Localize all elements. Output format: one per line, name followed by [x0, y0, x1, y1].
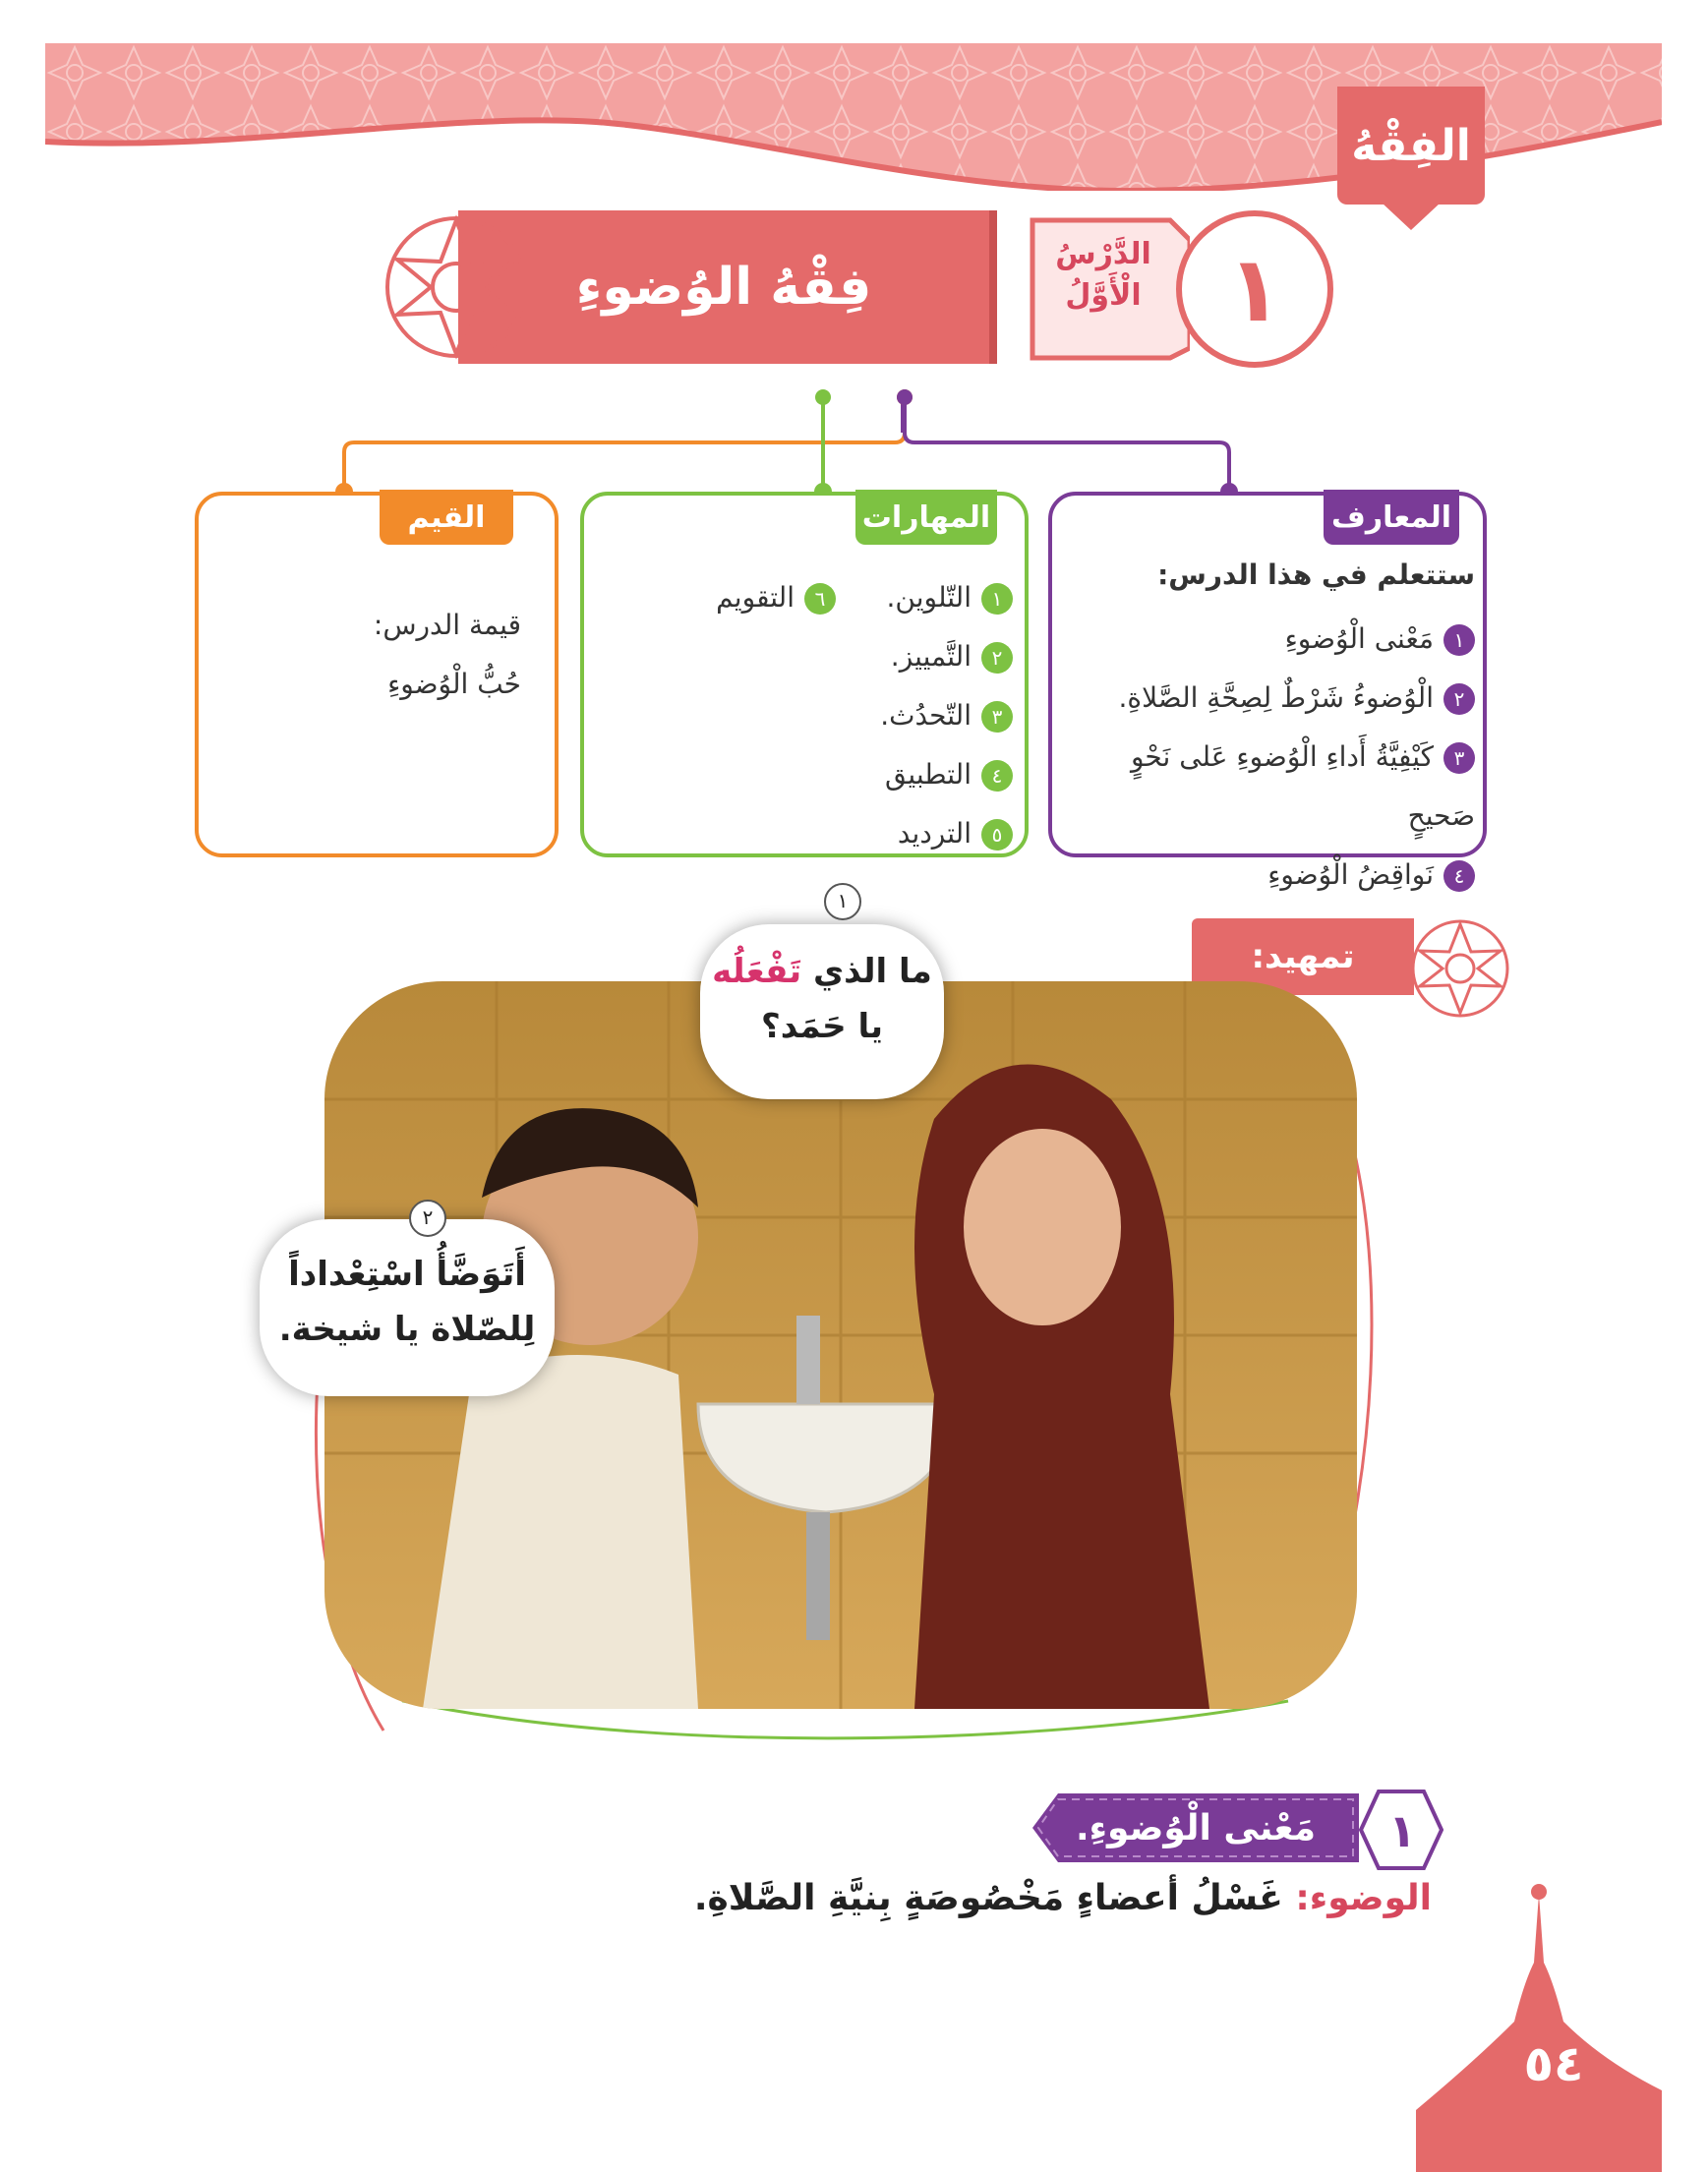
skills-extra: [649, 568, 836, 627]
item-number: ٣: [981, 701, 1013, 733]
values-line2: حُبُّ الْوُضوءِ: [387, 668, 521, 700]
skills-list: [855, 568, 1013, 863]
list-item: [855, 745, 1013, 804]
values-tag: القيم: [380, 490, 513, 545]
corner-dome-decoration: [1416, 1864, 1662, 2172]
intro-label: تمهيد:: [1192, 918, 1414, 995]
definition-text: غَسْلُ أعضاءٍ مَخْصُوصَةٍ بِنيَّةِ الصَّلاةِ.: [693, 1878, 1283, 1918]
lesson-number: ١: [1176, 210, 1333, 368]
values-text: [256, 596, 521, 714]
item-number: ٥: [981, 819, 1013, 851]
item-number: ٤: [981, 760, 1013, 792]
bubble2-line2: لِلصّلاة يا شيخة.: [278, 1310, 536, 1349]
item-number: ٢: [1443, 683, 1475, 715]
list-item: [1062, 669, 1475, 728]
definition: [688, 1878, 1432, 1918]
list-item: [1062, 728, 1475, 846]
rosette-icon: [378, 208, 535, 366]
bubble1-highlight: تَفْعَلُه: [712, 952, 802, 991]
subject-tab: الفِقْهُ: [1337, 87, 1485, 205]
item-number: ٤: [1443, 860, 1475, 892]
knowledge-list: [1062, 610, 1475, 905]
lesson-label-line1: الدَّرْسُ: [1055, 237, 1151, 271]
bubble2-line1: أَتَوَضَّأُ اسْتِعْداداً: [288, 1255, 526, 1294]
bubble1-line1-start: ما الذي: [801, 952, 932, 991]
values-line1: قيمة الدرس:: [373, 609, 521, 641]
bubble1-line2: يا حَمَد؟: [760, 1007, 884, 1046]
item-text: مَعْنى الْوُضوءِ: [1284, 622, 1434, 655]
item-text: التطبيق: [885, 758, 972, 791]
item-number: ٦: [804, 583, 836, 615]
item-number: ١: [1443, 624, 1475, 656]
rosette-icon: [1406, 914, 1514, 1023]
list-item: [1062, 846, 1475, 905]
knowledge-intro: ستتعلم في هذا الدرس:: [1157, 558, 1475, 591]
section-number: ١: [1387, 1804, 1417, 1857]
item-text: التّلوين.: [886, 581, 972, 614]
list-item: [1062, 610, 1475, 669]
skills-tag: المهارات: [855, 490, 997, 545]
item-text: التقويم: [716, 581, 795, 614]
list-item: [649, 568, 836, 627]
list-item: [855, 804, 1013, 863]
lesson-title: فِقْهُ الوُضوءِ: [458, 210, 997, 364]
lesson-label-line2: الْأَوَّلُ: [1065, 278, 1142, 313]
item-text: نَواقِضُ الْوُضوءِ: [1267, 858, 1434, 891]
section-title: مَعْنى الْوُضوءِ.: [1075, 1807, 1317, 1849]
bubble-number-1: ١: [824, 883, 861, 920]
item-text: كَيْفِيَّةُ أَداءِ الْوُضوءِ عَلى نَحْوٍ صَحيحٍ: [1130, 740, 1475, 832]
page-number: ٥٤: [1523, 2035, 1584, 2092]
item-text: الترديد: [897, 817, 972, 850]
definition-term: الوضوء:: [1282, 1878, 1432, 1918]
item-text: التَّمييز.: [890, 640, 972, 673]
speech-bubble-1: [700, 924, 944, 1099]
knowledge-tag: المعارف: [1324, 490, 1459, 545]
bubble-number-2: ٢: [409, 1200, 446, 1237]
lesson-label: [1034, 234, 1172, 317]
bubble1-line1: [700, 944, 944, 999]
item-number: ٢: [981, 642, 1013, 674]
list-item: [855, 568, 1013, 627]
item-text: الْوُضوءُ شَرْطٌ لِصِحَّةِ الصَّلاةِ.: [1118, 681, 1434, 714]
list-item: [855, 686, 1013, 745]
item-number: ٣: [1443, 742, 1475, 774]
item-number: ١: [981, 583, 1013, 615]
item-text: التّحدُث.: [880, 699, 972, 732]
speech-bubble-2: [260, 1219, 555, 1396]
list-item: [855, 627, 1013, 686]
